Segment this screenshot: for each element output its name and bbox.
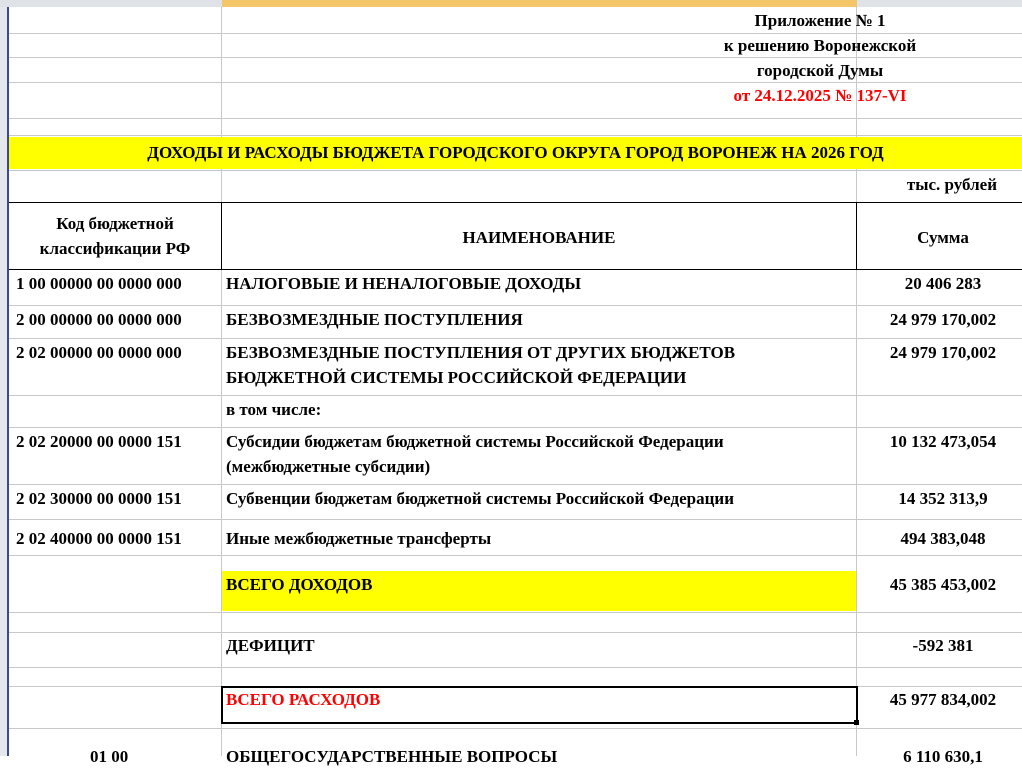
row-code: 2 00 00000 00 0000 000 <box>16 310 182 329</box>
table-border <box>9 202 1022 203</box>
gridline <box>221 7 222 756</box>
gridline <box>7 612 1022 613</box>
partial-row-sum: 6 110 630,1 <box>903 747 983 766</box>
row-name: в том числе: <box>226 400 322 419</box>
appendix-duma: городской Думы <box>756 61 884 80</box>
col-header-code-2: классификации РФ <box>39 239 191 258</box>
appendix-decision: к решению Воронежской <box>723 36 917 55</box>
column-header-bar[interactable] <box>0 0 1022 7</box>
row-name: Иные межбюджетные трансферты <box>226 529 492 548</box>
deficit-sum: -592 381 <box>912 636 974 655</box>
units-label: тыс. рублей <box>906 175 997 194</box>
gridline <box>7 395 1022 396</box>
row-name: БЕЗВОЗМЕЗДНЫЕ ПОСТУПЛЕНИЯ <box>226 310 523 329</box>
fill-handle[interactable] <box>854 720 859 725</box>
gridline <box>7 728 1022 729</box>
row-sum: 494 383,048 <box>900 529 986 548</box>
gridline <box>7 305 1022 306</box>
gridline <box>7 667 1022 668</box>
deficit-label: ДЕФИЦИТ <box>226 636 315 655</box>
row-sum: 20 406 283 <box>904 274 982 293</box>
col-header-sum: Сумма <box>917 228 969 247</box>
appendix-date: от 24.12.2025 № 137-VI <box>733 86 907 105</box>
row-code: 2 02 00000 00 0000 000 <box>16 343 182 362</box>
row-header-bar[interactable] <box>0 7 7 756</box>
gridline <box>7 427 1022 428</box>
active-cell-selection[interactable] <box>221 686 858 724</box>
row-name: Субвенции бюджетам бюджетной системы Российской Федерации <box>226 489 734 508</box>
total-expense-sum: 45 977 834,002 <box>889 690 997 709</box>
row-sum: 14 352 313,9 <box>898 489 988 508</box>
row-name-line2: (межбюджетные субсидии) <box>226 457 431 476</box>
total-income-label: ВСЕГО ДОХОДОВ <box>226 575 373 594</box>
gridline <box>7 135 1022 136</box>
gridline <box>7 338 1022 339</box>
left-border <box>7 7 9 756</box>
gridline <box>7 170 1022 171</box>
partial-row-name: ОБЩЕГОСУДАРСТВЕННЫЕ ВОПРОСЫ <box>226 747 558 766</box>
row-code: 2 02 40000 00 0000 151 <box>16 529 182 548</box>
appendix-number: Приложение № 1 <box>754 11 886 30</box>
gridline <box>7 555 1022 556</box>
row-name-line2: БЮДЖЕТНОЙ СИСТЕМЫ РОССИЙСКОЙ ФЕДЕРАЦИИ <box>226 368 687 387</box>
selected-column-header[interactable] <box>222 0 857 7</box>
col-header-code-1: Код бюджетной <box>56 214 174 233</box>
table-border <box>9 269 1022 270</box>
gridline <box>7 118 1022 119</box>
row-sum: 24 979 170,002 <box>889 343 997 362</box>
partial-row-code: 01 00 <box>90 747 129 766</box>
row-name-line1: БЕЗВОЗМЕЗДНЫЕ ПОСТУПЛЕНИЯ ОТ ДРУГИХ БЮДЖЕТОВ <box>226 343 736 362</box>
total-expense-label: ВСЕГО РАСХОДОВ <box>226 690 381 709</box>
gridline <box>7 519 1022 520</box>
row-code: 2 02 20000 00 0000 151 <box>16 432 182 451</box>
row-code: 2 02 30000 00 0000 151 <box>16 489 182 508</box>
row-name-line1: Субсидии бюджетам бюджетной системы Российской Федерации <box>226 432 724 451</box>
total-income-sum: 45 385 453,002 <box>889 575 997 594</box>
row-sum: 10 132 473,054 <box>889 432 997 451</box>
row-name: НАЛОГОВЫЕ И НЕНАЛОГОВЫЕ ДОХОДЫ <box>226 274 582 293</box>
row-sum: 24 979 170,002 <box>889 310 997 329</box>
col-header-name: НАИМЕНОВАНИЕ <box>462 228 616 247</box>
gridline <box>7 484 1022 485</box>
row-code: 1 00 00000 00 0000 000 <box>16 274 182 293</box>
page-title: ДОХОДЫ И РАСХОДЫ БЮДЖЕТА ГОРОДСКОГО ОКРУГА ГОРОД ВОРОНЕЖ НА 2026 ГОД <box>147 143 884 162</box>
